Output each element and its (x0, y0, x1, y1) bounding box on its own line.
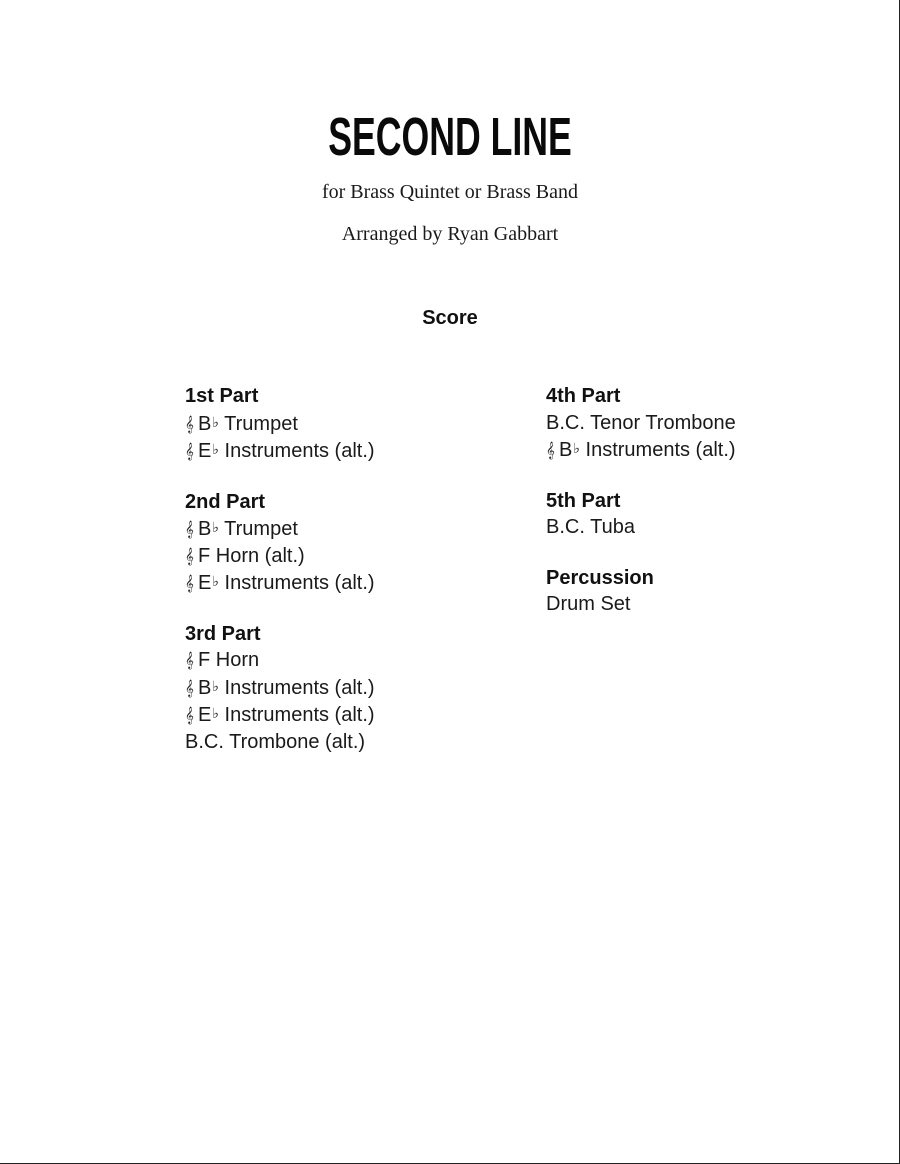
instrument-name: Trumpet (224, 412, 298, 435)
parts-column-right (546, 383, 736, 642)
part-heading: 3rd Part (185, 622, 261, 645)
part-block (185, 383, 375, 465)
flat-icon: ♭ (212, 520, 219, 536)
piece-title: SECOND LINE (328, 107, 572, 167)
instrument-name: Instruments (alt.) (224, 572, 375, 594)
flat-icon: ♭ (212, 706, 219, 722)
instrument-name: Instruments (alt.) (585, 439, 736, 461)
part-heading: 4th Part (546, 385, 621, 407)
instrument-name: F Horn (alt.) (198, 544, 305, 567)
instrument-key: E (198, 572, 212, 594)
instrument-line (185, 647, 375, 674)
part-heading: 1st Part (185, 385, 259, 407)
instrument-line (546, 514, 736, 541)
treble-clef-icon: 𝄞 (185, 706, 194, 724)
instrument-line (546, 410, 736, 437)
instrument-line (185, 569, 375, 597)
part-heading: Percussion (546, 566, 654, 589)
instrument-line (185, 543, 375, 570)
instrument-line (546, 591, 736, 618)
flat-icon: ♭ (212, 442, 219, 458)
instrument-key: E (198, 704, 212, 726)
part-block (546, 488, 736, 541)
part-block (546, 565, 736, 618)
instrument-name: B.C. Trombone (alt.) (185, 730, 366, 753)
treble-clef-icon: 𝄞 (185, 442, 194, 460)
instrument-name: Trumpet (224, 518, 298, 540)
instrument-name: Drum Set (546, 593, 631, 615)
instrument-name: B.C. Tuba (546, 516, 635, 538)
instrument-name: Instruments (alt.) (224, 440, 375, 462)
instrument-key: B (198, 412, 212, 435)
instrument-name: Instruments (alt.) (224, 676, 375, 699)
flat-icon: ♭ (212, 414, 219, 431)
treble-clef-icon: 𝄞 (185, 414, 194, 433)
score-label: Score (422, 307, 478, 329)
treble-clef-icon: 𝄞 (185, 520, 194, 538)
flat-icon: ♭ (212, 678, 219, 695)
instrument-line (185, 410, 375, 438)
instrument-name: B.C. Tenor Trombone (546, 411, 736, 434)
instrument-key: B (198, 518, 212, 540)
treble-clef-icon: 𝄞 (546, 441, 555, 459)
instrument-key: E (198, 440, 212, 462)
flat-icon: ♭ (212, 574, 219, 590)
treble-clef-icon: 𝄞 (185, 678, 194, 697)
part-block (185, 489, 375, 597)
instrument-key: B (559, 439, 573, 461)
treble-clef-icon: 𝄞 (185, 574, 194, 592)
treble-clef-icon: 𝄞 (185, 546, 194, 565)
instrumentation-subtitle: for Brass Quintet or Brass Band (321, 181, 579, 203)
instrument-name: Instruments (alt.) (224, 704, 375, 726)
instrument-line (185, 674, 375, 702)
part-heading: 2nd Part (185, 490, 266, 513)
flat-icon: ♭ (573, 441, 580, 457)
instrument-key: B (198, 676, 212, 699)
instrument-line (546, 436, 736, 464)
instrument-line (185, 515, 375, 543)
part-heading: 5th Part (546, 489, 621, 512)
instrument-line (185, 437, 375, 465)
instrument-name: F Horn (198, 649, 260, 671)
arranger-credit: Arranged by Ryan Gabbart (341, 223, 559, 245)
part-block (185, 621, 375, 756)
instrument-line (185, 729, 375, 756)
instrument-line (185, 701, 375, 729)
parts-column-left (185, 383, 375, 779)
part-block (546, 383, 736, 464)
treble-clef-icon: 𝄞 (185, 651, 194, 669)
